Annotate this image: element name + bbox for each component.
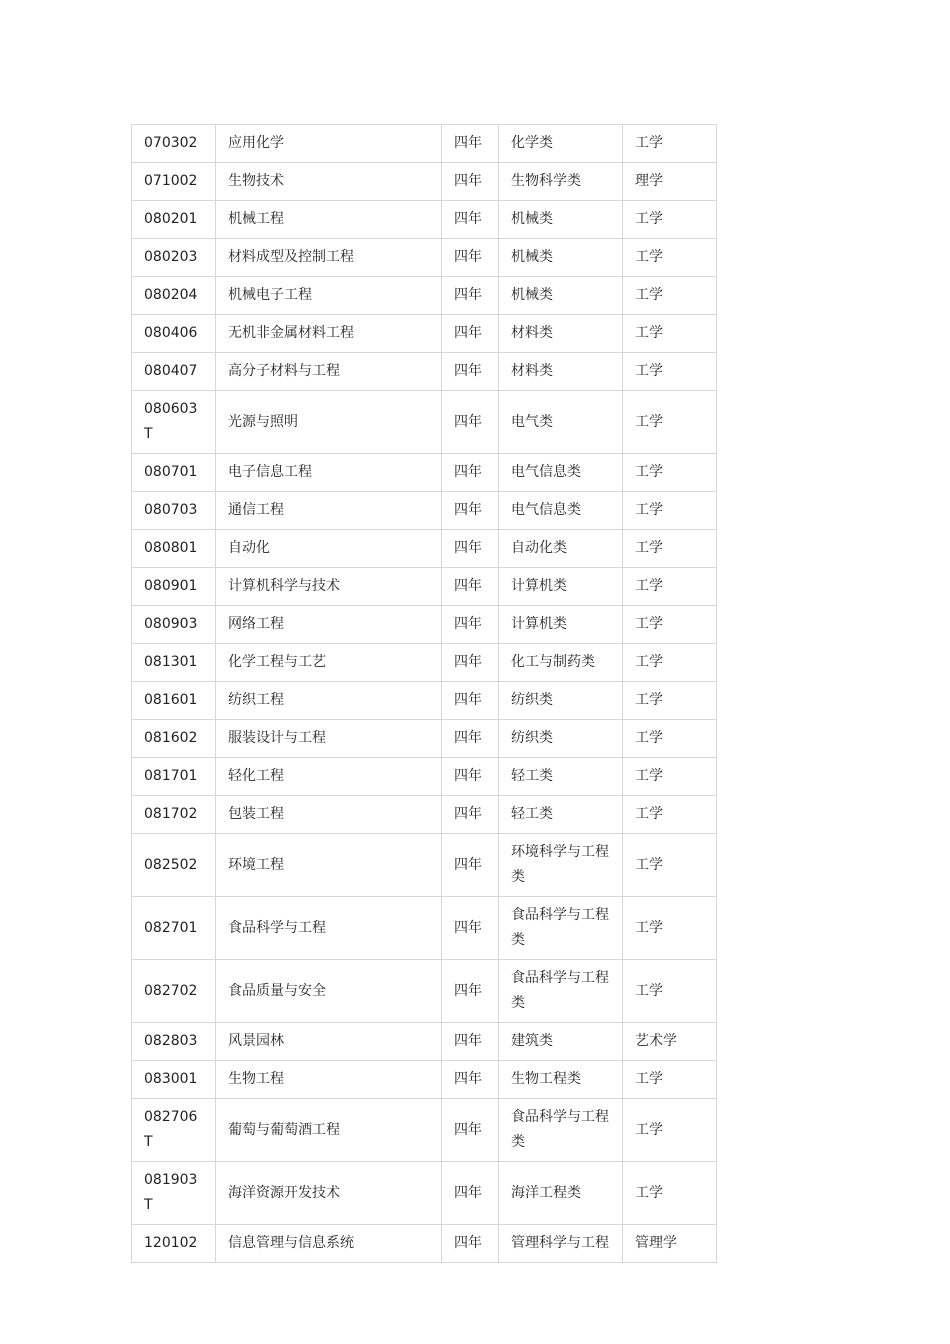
degree-cell: 工学 xyxy=(623,1061,717,1099)
degree-cell: 工学 xyxy=(623,1162,717,1225)
duration-cell: 四年 xyxy=(442,315,499,353)
category-cell: 环境科学与工程类 xyxy=(499,834,623,897)
majors-table-body xyxy=(132,125,717,1263)
table-row xyxy=(132,834,717,897)
duration-cell: 四年 xyxy=(442,1099,499,1162)
duration-cell: 四年 xyxy=(442,720,499,758)
category-cell: 轻工类 xyxy=(499,796,623,834)
duration-cell: 四年 xyxy=(442,1225,499,1263)
table-row xyxy=(132,315,717,353)
category-cell: 机械类 xyxy=(499,239,623,277)
major-name-cell: 应用化学 xyxy=(216,125,442,163)
category-cell: 食品科学与工程类 xyxy=(499,960,623,1023)
table-row xyxy=(132,568,717,606)
major-name-cell: 生物工程 xyxy=(216,1061,442,1099)
major-code-cell: 120102 xyxy=(132,1225,216,1263)
major-code-cell: 080204 xyxy=(132,277,216,315)
table-row xyxy=(132,1225,717,1263)
duration-cell: 四年 xyxy=(442,606,499,644)
duration-cell: 四年 xyxy=(442,125,499,163)
category-cell: 化工与制药类 xyxy=(499,644,623,682)
table-row xyxy=(132,353,717,391)
category-cell: 管理科学与工程 xyxy=(499,1225,623,1263)
degree-cell: 工学 xyxy=(623,239,717,277)
degree-cell: 工学 xyxy=(623,682,717,720)
degree-cell: 工学 xyxy=(623,1099,717,1162)
major-code-cell: 080801 xyxy=(132,530,216,568)
degree-cell: 工学 xyxy=(623,796,717,834)
major-code-cell: 082803 xyxy=(132,1023,216,1061)
major-name-cell: 自动化 xyxy=(216,530,442,568)
major-code-cell: 081903T xyxy=(132,1162,216,1225)
major-code-cell: 080603T xyxy=(132,391,216,454)
document-page xyxy=(131,124,716,1263)
degree-cell: 工学 xyxy=(623,960,717,1023)
major-name-cell: 通信工程 xyxy=(216,492,442,530)
duration-cell: 四年 xyxy=(442,353,499,391)
category-cell: 计算机类 xyxy=(499,568,623,606)
degree-cell: 艺术学 xyxy=(623,1023,717,1061)
category-cell: 生物科学类 xyxy=(499,163,623,201)
degree-cell: 工学 xyxy=(623,834,717,897)
degree-cell: 工学 xyxy=(623,492,717,530)
major-name-cell: 海洋资源开发技术 xyxy=(216,1162,442,1225)
major-code-cell: 081702 xyxy=(132,796,216,834)
duration-cell: 四年 xyxy=(442,1162,499,1225)
major-name-cell: 化学工程与工艺 xyxy=(216,644,442,682)
duration-cell: 四年 xyxy=(442,239,499,277)
major-code-cell: 080201 xyxy=(132,201,216,239)
major-name-cell: 电子信息工程 xyxy=(216,454,442,492)
major-name-cell: 材料成型及控制工程 xyxy=(216,239,442,277)
table-row xyxy=(132,1162,717,1225)
duration-cell: 四年 xyxy=(442,391,499,454)
major-code-cell: 081601 xyxy=(132,682,216,720)
degree-cell: 工学 xyxy=(623,315,717,353)
table-row xyxy=(132,682,717,720)
category-cell: 电气信息类 xyxy=(499,454,623,492)
table-row xyxy=(132,391,717,454)
degree-cell: 管理学 xyxy=(623,1225,717,1263)
category-cell: 纺织类 xyxy=(499,682,623,720)
table-row xyxy=(132,796,717,834)
duration-cell: 四年 xyxy=(442,1061,499,1099)
degree-cell: 工学 xyxy=(623,568,717,606)
major-name-cell: 纺织工程 xyxy=(216,682,442,720)
table-row xyxy=(132,277,717,315)
table-row xyxy=(132,125,717,163)
major-code-cell: 082502 xyxy=(132,834,216,897)
degree-cell: 工学 xyxy=(623,644,717,682)
major-name-cell: 机械电子工程 xyxy=(216,277,442,315)
major-code-cell: 081301 xyxy=(132,644,216,682)
degree-cell: 工学 xyxy=(623,454,717,492)
table-row xyxy=(132,897,717,960)
category-cell: 纺织类 xyxy=(499,720,623,758)
category-cell: 生物工程类 xyxy=(499,1061,623,1099)
major-name-cell: 光源与照明 xyxy=(216,391,442,454)
major-name-cell: 无机非金属材料工程 xyxy=(216,315,442,353)
major-code-cell: 080407 xyxy=(132,353,216,391)
duration-cell: 四年 xyxy=(442,492,499,530)
table-row xyxy=(132,1023,717,1061)
degree-cell: 工学 xyxy=(623,720,717,758)
category-cell: 计算机类 xyxy=(499,606,623,644)
table-row xyxy=(132,454,717,492)
major-code-cell: 081701 xyxy=(132,758,216,796)
major-code-cell: 080701 xyxy=(132,454,216,492)
duration-cell: 四年 xyxy=(442,201,499,239)
table-row xyxy=(132,163,717,201)
category-cell: 建筑类 xyxy=(499,1023,623,1061)
major-code-cell: 083001 xyxy=(132,1061,216,1099)
majors-table xyxy=(131,124,717,1263)
table-row xyxy=(132,492,717,530)
major-name-cell: 计算机科学与技术 xyxy=(216,568,442,606)
major-name-cell: 包装工程 xyxy=(216,796,442,834)
major-name-cell: 轻化工程 xyxy=(216,758,442,796)
table-row xyxy=(132,1099,717,1162)
duration-cell: 四年 xyxy=(442,277,499,315)
major-code-cell: 070302 xyxy=(132,125,216,163)
degree-cell: 理学 xyxy=(623,163,717,201)
duration-cell: 四年 xyxy=(442,897,499,960)
degree-cell: 工学 xyxy=(623,897,717,960)
duration-cell: 四年 xyxy=(442,568,499,606)
category-cell: 电气信息类 xyxy=(499,492,623,530)
table-row xyxy=(132,960,717,1023)
major-name-cell: 风景园林 xyxy=(216,1023,442,1061)
major-name-cell: 高分子材料与工程 xyxy=(216,353,442,391)
category-cell: 轻工类 xyxy=(499,758,623,796)
degree-cell: 工学 xyxy=(623,758,717,796)
degree-cell: 工学 xyxy=(623,353,717,391)
major-code-cell: 082706T xyxy=(132,1099,216,1162)
major-name-cell: 机械工程 xyxy=(216,201,442,239)
table-row xyxy=(132,530,717,568)
category-cell: 材料类 xyxy=(499,315,623,353)
major-code-cell: 080703 xyxy=(132,492,216,530)
duration-cell: 四年 xyxy=(442,163,499,201)
degree-cell: 工学 xyxy=(623,391,717,454)
major-name-cell: 葡萄与葡萄酒工程 xyxy=(216,1099,442,1162)
table-row xyxy=(132,758,717,796)
table-row xyxy=(132,239,717,277)
category-cell: 食品科学与工程类 xyxy=(499,897,623,960)
duration-cell: 四年 xyxy=(442,682,499,720)
major-name-cell: 生物技术 xyxy=(216,163,442,201)
category-cell: 海洋工程类 xyxy=(499,1162,623,1225)
category-cell: 自动化类 xyxy=(499,530,623,568)
table-row xyxy=(132,606,717,644)
category-cell: 电气类 xyxy=(499,391,623,454)
major-name-cell: 食品质量与安全 xyxy=(216,960,442,1023)
duration-cell: 四年 xyxy=(442,834,499,897)
major-code-cell: 080203 xyxy=(132,239,216,277)
category-cell: 机械类 xyxy=(499,201,623,239)
major-name-cell: 食品科学与工程 xyxy=(216,897,442,960)
table-row xyxy=(132,720,717,758)
major-name-cell: 网络工程 xyxy=(216,606,442,644)
category-cell: 化学类 xyxy=(499,125,623,163)
duration-cell: 四年 xyxy=(442,530,499,568)
table-row xyxy=(132,201,717,239)
category-cell: 材料类 xyxy=(499,353,623,391)
major-code-cell: 071002 xyxy=(132,163,216,201)
degree-cell: 工学 xyxy=(623,277,717,315)
duration-cell: 四年 xyxy=(442,644,499,682)
degree-cell: 工学 xyxy=(623,201,717,239)
duration-cell: 四年 xyxy=(442,454,499,492)
major-code-cell: 080406 xyxy=(132,315,216,353)
degree-cell: 工学 xyxy=(623,125,717,163)
degree-cell: 工学 xyxy=(623,606,717,644)
major-name-cell: 信息管理与信息系统 xyxy=(216,1225,442,1263)
degree-cell: 工学 xyxy=(623,530,717,568)
major-code-cell: 080903 xyxy=(132,606,216,644)
table-row xyxy=(132,1061,717,1099)
major-code-cell: 082702 xyxy=(132,960,216,1023)
table-row xyxy=(132,644,717,682)
duration-cell: 四年 xyxy=(442,1023,499,1061)
category-cell: 机械类 xyxy=(499,277,623,315)
duration-cell: 四年 xyxy=(442,758,499,796)
major-code-cell: 082701 xyxy=(132,897,216,960)
major-name-cell: 服装设计与工程 xyxy=(216,720,442,758)
major-name-cell: 环境工程 xyxy=(216,834,442,897)
duration-cell: 四年 xyxy=(442,796,499,834)
duration-cell: 四年 xyxy=(442,960,499,1023)
category-cell: 食品科学与工程类 xyxy=(499,1099,623,1162)
major-code-cell: 081602 xyxy=(132,720,216,758)
major-code-cell: 080901 xyxy=(132,568,216,606)
